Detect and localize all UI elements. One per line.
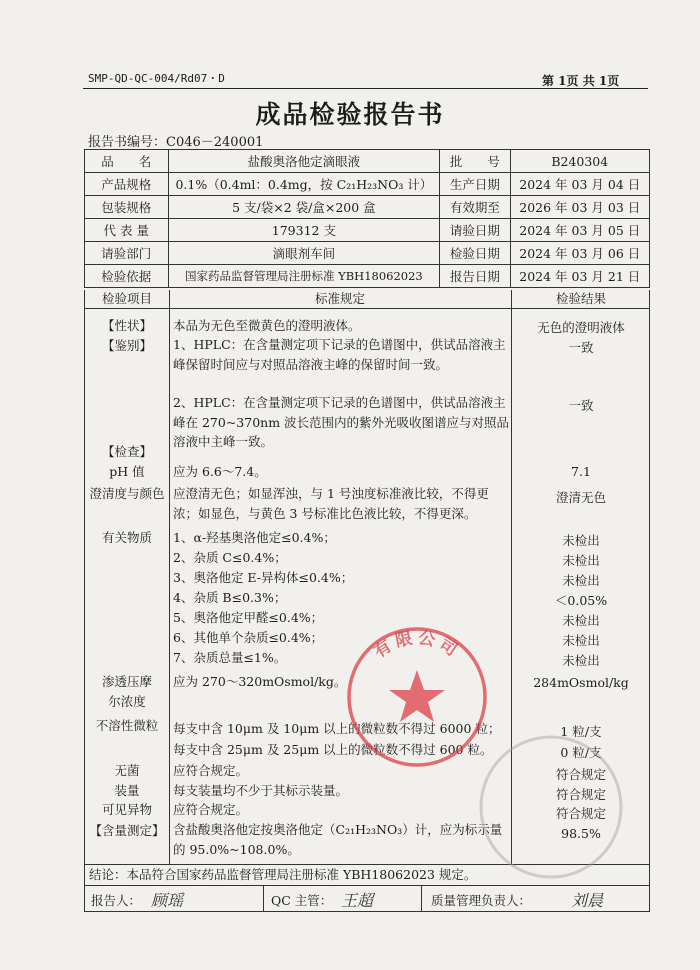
result-ph: 7.1 xyxy=(571,464,591,479)
info-label: 产品规格 xyxy=(85,173,169,196)
column-divider xyxy=(169,290,170,865)
info-label: 请验日期 xyxy=(440,219,510,242)
item-related-substances: 有关物质 xyxy=(101,530,152,545)
info-label: 品 名 xyxy=(85,150,169,173)
info-row xyxy=(85,173,650,196)
qc-signature: 王超 xyxy=(341,891,374,910)
faded-seal-ring xyxy=(481,737,621,877)
reporter-label: 报告人： xyxy=(91,893,142,908)
item-appearance: 【性状】 xyxy=(101,318,152,333)
result-identification-1: 一致 xyxy=(568,340,594,355)
info-value: 国家药品监督管理局注册标准 YBH18062023 xyxy=(168,265,440,288)
info-label: 请验部门 xyxy=(85,242,169,265)
document-code: SMP-QD-QC-004/Rd07・D xyxy=(88,72,225,85)
result-related-2: 未检出 xyxy=(562,553,600,568)
info-value: 盐酸奥洛他定滴眼液 xyxy=(168,150,440,173)
info-label: 检验日期 xyxy=(440,242,510,265)
std-related-6: 6、其他单个杂质≤0.4%； xyxy=(173,630,324,645)
conclusion: 结论：本品符合国家药品监督管理局注册标准 YBH18062023 规定。 xyxy=(84,864,650,886)
col-header-result: 检验结果 xyxy=(555,291,606,306)
std-identification-2: 2、HPLC：在含量测定项下记录的色谱图中，供试品溶液主峰在 270~370nm 波长范围内的紫外光吸收图谱应与对照品溶液中主峰一致。 xyxy=(173,395,510,449)
info-label: 检验依据 xyxy=(85,265,169,288)
sig-divider xyxy=(421,886,422,911)
info-label: 代 表 量 xyxy=(85,219,169,242)
std-osmolality: 应为 270～320mOsmol/kg。 xyxy=(173,674,347,689)
report-title: 成品检验报告书 xyxy=(255,100,445,129)
result-appearance: 无色的澄明液体 xyxy=(537,320,625,335)
info-value: 5 支/袋×2 袋/盒×200 盒 xyxy=(168,196,440,219)
result-related-7: 未检出 xyxy=(562,653,600,668)
item-sterility: 无菌 xyxy=(114,763,140,778)
col-header-standard: 标准规定 xyxy=(314,291,365,306)
info-label: 批 号 xyxy=(440,150,510,173)
info-value: 滴眼剂车间 xyxy=(168,242,440,265)
info-value: 179312 支 xyxy=(168,219,440,242)
info-value: 2024 年 03 月 05 日 xyxy=(510,219,649,242)
std-ph: 应为 6.6～7.4。 xyxy=(173,464,267,479)
item-osmolality: 渗透压摩尔浓度 xyxy=(101,674,152,709)
result-particulates-1: 1 粒/支 xyxy=(560,724,602,739)
result-related-1: 未检出 xyxy=(562,533,600,548)
info-value: 2024 年 03 月 04 日 xyxy=(510,173,649,196)
item-identification: 【鉴别】 xyxy=(101,338,152,353)
reporter-signature: 顾瑶 xyxy=(151,891,184,910)
info-label: 有效期至 xyxy=(440,196,510,219)
result-related-4: ＜0.05% xyxy=(554,593,608,608)
info-label: 生产日期 xyxy=(440,173,510,196)
item-fill-volume: 装量 xyxy=(114,783,140,798)
info-row xyxy=(85,196,650,219)
item-ph: pH 值 xyxy=(109,464,145,479)
std-related-4: 4、杂质 B≤0.3%； xyxy=(173,590,287,605)
result-visible-particles: 符合规定 xyxy=(555,806,606,821)
info-row xyxy=(85,150,650,173)
result-particulates-2: 0 粒/支 xyxy=(560,745,602,760)
result-sterility: 符合规定 xyxy=(555,767,606,782)
header-divider xyxy=(85,308,649,309)
std-particulates-2: 每支中含 25μm 及 25μm 以上的微粒数不得过 600 粒。 xyxy=(173,742,493,757)
std-clarity: 应澄清无色；如显浑浊，与 1 号浊度标准液比较，不得更浓；如显色，与黄色 3 号标准比色液比较，不得更深。 xyxy=(173,486,489,521)
info-label: 包装规格 xyxy=(85,196,169,219)
result-related-5: 未检出 xyxy=(562,613,600,628)
item-tests: 【检查】 xyxy=(101,444,152,459)
info-value: 2026 年 03 月 03 日 xyxy=(510,196,649,219)
result-related-6: 未检出 xyxy=(562,633,600,648)
info-value: 2024 年 03 月 06 日 xyxy=(510,242,649,265)
std-related-2: 2、杂质 C≤0.4%； xyxy=(173,550,287,565)
result-clarity: 澄清无色 xyxy=(555,490,606,505)
product-info-table xyxy=(84,149,650,288)
info-label: 报告日期 xyxy=(440,265,510,288)
result-fill-volume: 符合规定 xyxy=(555,787,606,802)
result-osmolality: 284mOsmol/kg xyxy=(533,675,629,690)
qc-label: QC 主管： xyxy=(271,893,333,908)
info-row xyxy=(85,265,650,288)
result-related-3: 未检出 xyxy=(562,573,600,588)
std-appearance: 本品为无色至微黄色的澄明液体。 xyxy=(173,318,361,333)
std-related-7: 7、杂质总量≤1%。 xyxy=(173,650,287,665)
qa-signature: 刘晨 xyxy=(571,891,604,910)
item-visible-particles: 可见异物 xyxy=(101,802,152,817)
std-sterility: 应符合规定。 xyxy=(173,763,249,778)
seal-text: 有限公司 xyxy=(370,627,464,663)
result-identification-2: 一致 xyxy=(568,398,594,413)
result-assay: 98.5% xyxy=(561,826,601,841)
item-clarity: 澄清度与颜色 xyxy=(89,486,165,501)
page-number: 第 1页 共 1页 xyxy=(542,74,620,88)
header-rule xyxy=(83,88,648,89)
seal-star xyxy=(389,670,445,722)
std-visible-particles: 应符合规定。 xyxy=(173,802,249,817)
sig-divider xyxy=(263,886,264,911)
std-related-1: 1、α-羟基奥洛他定≤0.4%； xyxy=(173,530,336,545)
info-row xyxy=(85,242,650,265)
info-value: 0.1%（0.4ml：0.4mg，按 C₂₁H₂₃NO₃ 计） xyxy=(168,173,440,196)
std-particulates-1: 每支中含 10μm 及 10μm 以上的微粒数不得过 6000 粒； xyxy=(173,721,501,736)
faded-seal xyxy=(466,732,636,882)
qa-label: 质量管理负责人： xyxy=(431,893,532,908)
std-related-3: 3、奥洛他定 E-异构体≤0.4%； xyxy=(173,570,354,585)
info-value: B240304 xyxy=(510,150,649,173)
std-assay: 含盐酸奥洛他定按奥洛他定（C₂₁H₂₃NO₃）计，应为标示量的 95.0%~108.0%。 xyxy=(173,822,503,857)
signature-row xyxy=(84,886,650,912)
info-row xyxy=(85,219,650,242)
std-identification-1: 1、HPLC：在含量测定项下记录的色谱图中，供试品溶液主峰保留时间应与对照品溶液主峰的保留时间一致。 xyxy=(173,337,506,372)
std-fill-volume: 每支装量均不少于其标示装量。 xyxy=(173,783,349,798)
col-header-item: 检验项目 xyxy=(101,291,152,306)
item-particulates: 不溶性微粒 xyxy=(95,718,159,733)
report-number: 报告书编号：C046－240001 xyxy=(88,135,264,150)
item-assay: 【含量测定】 xyxy=(89,823,165,838)
std-related-5: 5、奥洛他定甲醛≤0.4%； xyxy=(173,610,324,625)
info-value: 2024 年 03 月 21 日 xyxy=(510,265,649,288)
